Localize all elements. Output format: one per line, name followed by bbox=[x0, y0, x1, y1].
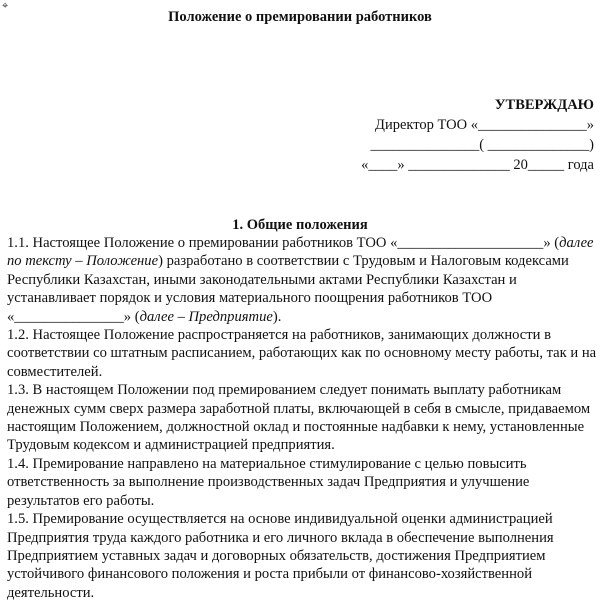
paragraph-1-1-italic-b: далее – Предприятие bbox=[139, 308, 273, 325]
signature-line: _______________( ______________) bbox=[370, 137, 594, 153]
paragraph-1-1-text-c: ). bbox=[272, 308, 282, 325]
date-line: «____» ______________ 20_____ года bbox=[361, 157, 594, 173]
approval-heading: УТВЕРЖДАЮ bbox=[494, 97, 594, 113]
paragraph-1-2: 1.2. Настоящее Положение распространяется на работников, занимающих должности в соответствии со штатным расписанием, работающих как по основному месту работы, так и на совместителей. bbox=[7, 327, 597, 380]
paragraph-1-5: 1.5. Премирование осуществляется на основе индивидуальной оценки администрацией Предприятия труда каждого работника и его личного вклада в обеспечение выполнения Предприятием уставных задач и договорных обязательств, достижения Предприятием устойчивого финансового положения и роста прибыли от финансово-хозяйственной деятельности. bbox=[7, 511, 554, 601]
paragraph-1-1-italic-a: далее по тексту – Положение bbox=[7, 235, 594, 270]
paragraph-1-4: 1.4. Премирование направлено на материальное стимулирование с целью повысить ответственность за выполнение производственных задач Предприятия и улучшение результатов его работы. bbox=[7, 455, 530, 509]
approval-block bbox=[334, 95, 594, 175]
paragraph-1-1-text-b: ) разработано в соответствии с Трудовым и Налоговым кодексами Республики Казахстан, иными законодательными актами Республики Казахстан и устанавливает порядок и условия материального поощрения работников ТОО «_______________» ( bbox=[7, 253, 569, 325]
paragraph-1-3: 1.3. В настоящем Положении под премированием следует понимать выплату работникам денежных сумм сверх размера заработной платы, включающей в себя в смысле, придаваемом настоящим Положением, должностной оклад и постоянные надбавки к нему, установленные Трудовым кодексом и администрацией предприятия. bbox=[7, 382, 591, 454]
director-line: Директор ТОО «_______________» bbox=[375, 117, 594, 133]
corner-marker: ⌖ bbox=[2, 0, 9, 12]
document-title: Положение о премировании работников bbox=[168, 9, 432, 25]
section-heading: 1. Общие положения bbox=[232, 217, 368, 233]
paragraph-1-1 bbox=[7, 234, 599, 326]
paragraph-1-1-text-a: 1.1. Настоящее Положение о премировании работников ТОО «____________________» ( bbox=[7, 235, 560, 251]
document-body bbox=[7, 234, 599, 602]
